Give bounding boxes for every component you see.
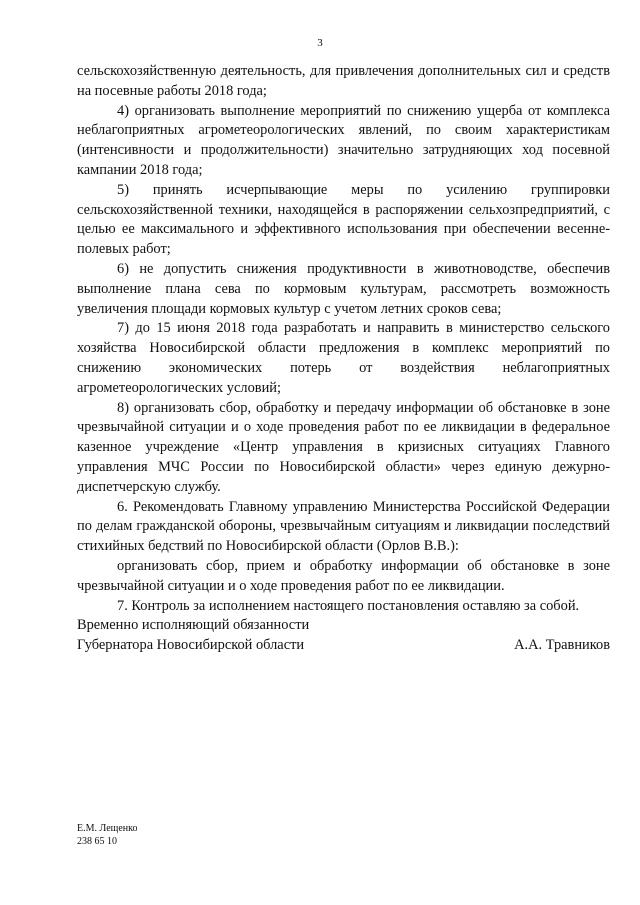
signature-title-line1: Временно исполняющий обязанности: [77, 617, 310, 633]
signature-block: [77, 616, 610, 656]
document-body: [77, 62, 610, 616]
paragraph-clause-7: 7. Контроль за исполнением настоящего постановления оставляю за собой.: [117, 597, 580, 614]
paragraph-item-8: 8) организовать сбор, обработку и передачу информации об обстановке в зоне чрезвычайной ситуации и о ходе проведения работ по ее ликвидации в федеральное казенное учреждение «Центр управления в кризисных ситуациях Главного управления МЧС России по Новосибирской области» через единую дежурно-диспетчерскую службу.: [77, 399, 610, 495]
footer-phone: 238 65 10: [77, 836, 117, 847]
paragraph-item-5: 5) принять исчерпывающие меры по усилению группировки сельскохозяйственной техники, находящейся в распоряжении сельхозпредприятий, с целью ее максимального и эффективного использования при обеспечении весенне-полевых работ;: [77, 181, 610, 258]
page-number: 3: [317, 37, 323, 49]
paragraph-item-7: 7) до 15 июня 2018 года разработать и направить в министерство сельского хозяйства Новосибирской области предложения в комплекс мероприятий по снижению экономических потерь от воздействия неблагоприятных агрометеорологических условий;: [77, 320, 610, 396]
paragraph-item-6: 6) не допустить снижения продуктивности в животноводстве, обеспечив выполнение плана сева по кормовым культурам, рассмотреть возможность увеличения площади кормовых культур с учетом летних сроков сева;: [77, 260, 610, 317]
paragraph-clause-6-text: организовать сбор, прием и обработку информации об обстановке в зоне чрезвычайной ситуации и о ходе проведения работ по ее ликвидации.: [77, 557, 610, 594]
paragraph-item-4: 4) организовать выполнение мероприятий по снижению ущерба от комплекса неблагоприятных агрометеорологических явлений, по своим характеристикам (интенсивности и продолжительности) значительно затрудняющих ход посевной кампании 2018 года;: [77, 102, 610, 178]
signature-line: [77, 636, 610, 656]
footer-author: Е.М. Лещенко: [77, 823, 138, 834]
signatory-name: А.А. Травников: [514, 636, 610, 653]
footer-block: [77, 822, 138, 848]
paragraph-clause-6: 6. Рекомендовать Главному управлению Министерства Российской Федерации по делам гражданской обороны, чрезвычайным ситуациям и ликвидации последствий стихийных бедствий по Новосибирской области (Орлов В.В.):: [77, 498, 610, 555]
signature-title-line2: Губернатора Новосибирской области: [77, 636, 305, 653]
paragraph-continuation: сельскохозяйственную деятельность, для привлечения дополнительных сил и средств на посевные работы 2018 года;: [77, 63, 610, 99]
